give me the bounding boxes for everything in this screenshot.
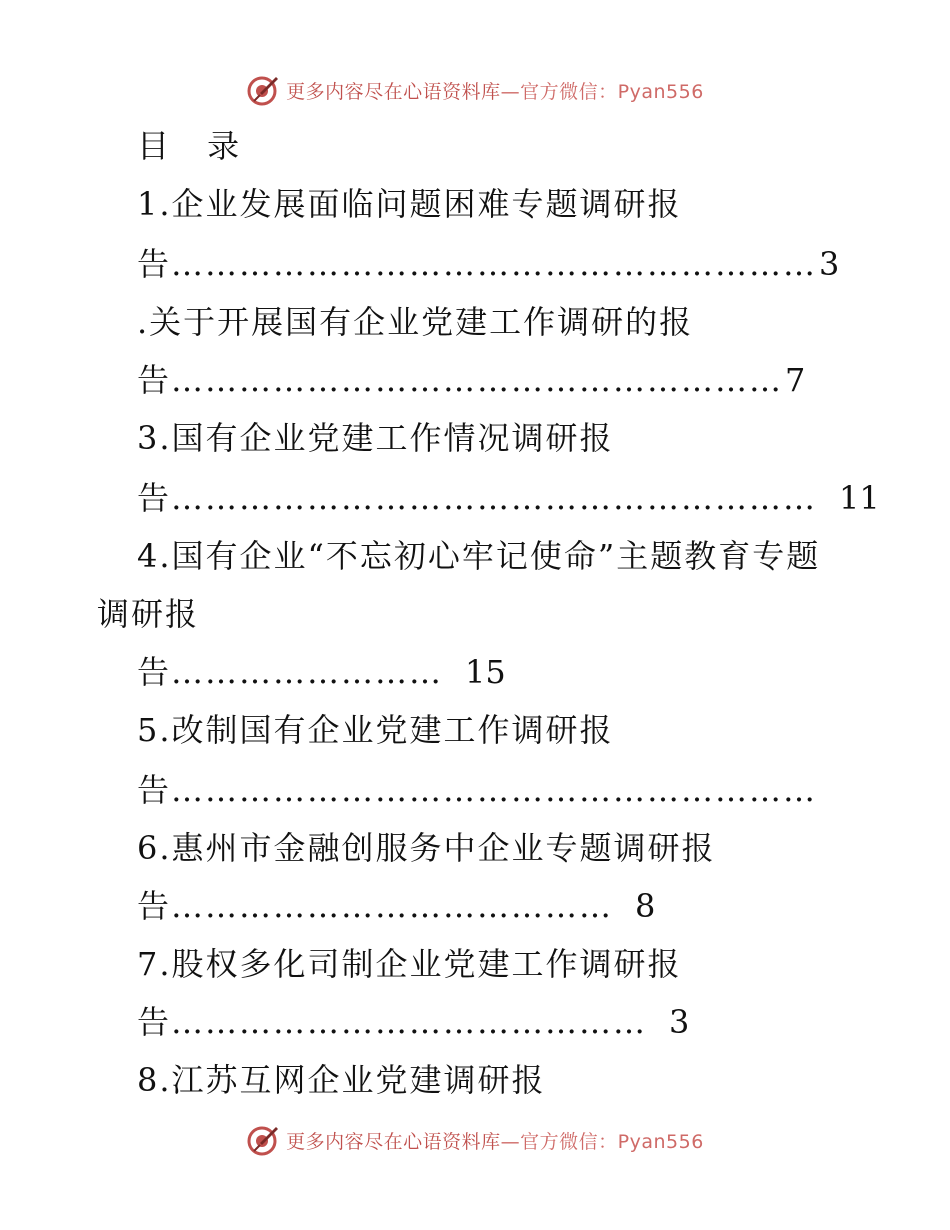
- toc-entry-4-page: 15: [465, 653, 506, 691]
- footer-banner: [0, 1120, 950, 1160]
- toc-entry-1-page: 3: [819, 245, 840, 283]
- toc-entry-3-title: 3.国有企业党建工作情况调研报: [137, 419, 614, 457]
- header-banner: [0, 70, 950, 110]
- pen-logo-icon: [246, 73, 280, 107]
- banner-text: 更多内容尽在心语资料库—官方微信：Pyan556: [286, 80, 704, 103]
- toc-entry-1-leader: 告…………………………………………………3: [137, 240, 839, 288]
- toc-entry-4-leader: 告…………………… 15: [137, 648, 506, 696]
- toc-entry-6-page: 8: [635, 887, 656, 925]
- toc-entry-8-title: 8.江苏互网企业党建调研报: [137, 1061, 546, 1099]
- toc-entry-4-title-continued: 调研报: [97, 595, 200, 633]
- toc-entry-3-leader: 告………………………………………………… 11: [137, 474, 880, 522]
- toc-entry-2-page: 7: [785, 361, 806, 399]
- toc-entry-6-leader: 告………………………………… 8: [137, 882, 655, 930]
- banner-text: 更多内容尽在心语资料库—官方微信：Pyan556: [286, 1130, 704, 1153]
- toc-entry-2-title: .关于开展国有企业党建工作调研的报: [137, 303, 694, 341]
- toc-heading: 目 录: [137, 127, 254, 165]
- toc-entry-1-title: 1.企业发展面临问题困难专题调研报: [137, 185, 682, 223]
- toc-entry-4-title: 4.国有企业“不忘初心牢记使命”主题教育专题: [137, 537, 821, 575]
- toc-entry-5-leader: 告…………………………………………………: [137, 771, 818, 809]
- toc-entry-5-title: 5.改制国有企业党建工作调研报: [137, 711, 614, 749]
- toc-entry-7-page: 3: [669, 1003, 690, 1041]
- pen-logo-icon: [246, 1123, 280, 1157]
- toc-entry-3-page: 11: [839, 479, 880, 517]
- toc-entry-6-title: 6.惠州市金融创服务中企业专题调研报: [137, 829, 716, 867]
- toc-entry-7-leader: 告…………………………………… 3: [137, 998, 689, 1046]
- toc-entry-2-leader: 告………………………………………………7: [137, 356, 805, 404]
- toc-entry-7-title: 7.股权多化司制企业党建工作调研报: [137, 945, 682, 983]
